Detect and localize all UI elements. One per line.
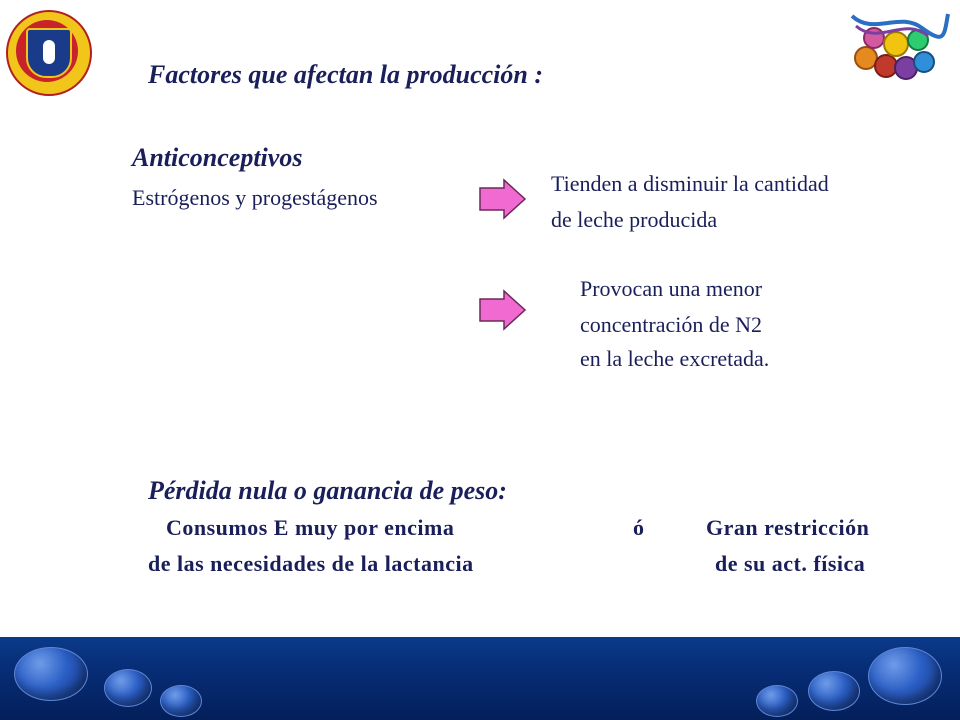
footer-bubble bbox=[756, 685, 798, 717]
anticonceptivos-subtext: Estrógenos y progestágenos bbox=[132, 185, 378, 210]
anticonceptivos-heading: Anticonceptivos bbox=[132, 143, 303, 172]
footer-bubble bbox=[104, 669, 152, 707]
effect1-line2: de leche producida bbox=[551, 207, 718, 232]
seal-shield bbox=[26, 28, 72, 78]
peso-right-line2: de su act. física bbox=[715, 551, 866, 576]
peso-heading: Pérdida nula o ganancia de peso: bbox=[148, 476, 507, 505]
footer-bubble bbox=[14, 647, 88, 701]
right-arrow-icon bbox=[478, 289, 528, 331]
effect2-line3: en la leche excretada. bbox=[580, 346, 770, 371]
footer-band bbox=[0, 637, 960, 720]
footer-bubble bbox=[808, 671, 860, 711]
university-seal-icon bbox=[6, 10, 92, 96]
right-arrow-icon bbox=[478, 178, 528, 220]
peso-left-line2: de las necesidades de la lactancia bbox=[148, 551, 474, 576]
effect2-line1: Provocan una menor bbox=[580, 276, 763, 301]
effect1-line1: Tienden a disminuir la cantidad bbox=[551, 171, 829, 196]
peso-connector: ó bbox=[633, 515, 645, 540]
footer-bubble bbox=[868, 647, 942, 705]
page-title: Factores que afectan la producción : bbox=[148, 60, 544, 89]
effect2-line2: concentración de N2 bbox=[580, 312, 763, 337]
seal-emblem bbox=[43, 40, 55, 64]
peso-left-line1: Consumos E muy por encima bbox=[166, 515, 455, 540]
molecule-logo-icon bbox=[844, 6, 954, 86]
peso-right-line1: Gran restricción bbox=[706, 515, 870, 540]
footer-bubble bbox=[160, 685, 202, 717]
